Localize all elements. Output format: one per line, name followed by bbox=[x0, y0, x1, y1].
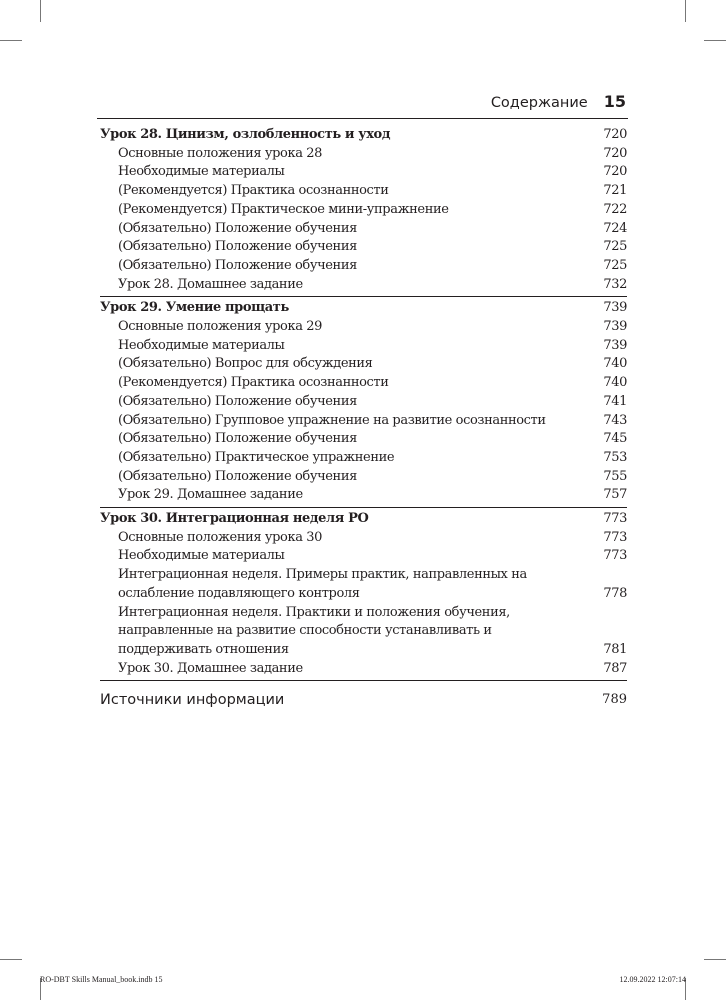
toc-entry-title: (Обязательно) Положение обучения bbox=[118, 393, 357, 409]
toc-entry[interactable] bbox=[100, 318, 627, 337]
toc-entry-page: 789 bbox=[602, 692, 627, 708]
toc-entry-title: (Рекомендуется) Практика осознанности bbox=[118, 375, 389, 391]
toc-entry-page: 773 bbox=[603, 529, 627, 545]
toc-lesson-28 bbox=[100, 124, 627, 296]
toc-entry-page: 724 bbox=[603, 220, 627, 236]
toc-entry-title: Урок 29. Умение прощать bbox=[100, 300, 289, 316]
toc-entry-title: (Обязательно) Положение обучения bbox=[118, 220, 357, 236]
toc-entry-page: 787 bbox=[603, 660, 627, 676]
toc-entry-title: Урок 30. Интеграционная неделя РО bbox=[100, 511, 369, 527]
toc-entry-title: (Рекомендуется) Практическое мини-упражнение bbox=[118, 201, 449, 217]
toc-entry-page: 732 bbox=[603, 276, 627, 292]
toc-entry-page: 739 bbox=[603, 337, 627, 353]
toc-entry[interactable] bbox=[100, 393, 627, 412]
toc-entry-page: 757 bbox=[603, 487, 627, 503]
toc-entry-title: (Обязательно) Положение обучения bbox=[118, 431, 357, 447]
toc-entry-title: Урок 30. Домашнее задание bbox=[118, 660, 303, 676]
toc-entry-page: 740 bbox=[603, 356, 627, 372]
toc-entry-title: Основные положения урока 28 bbox=[118, 145, 323, 161]
running-head-title: Содержание bbox=[490, 95, 588, 111]
toc-entry-title: Необходимые материалы bbox=[118, 337, 285, 353]
toc-entry[interactable] bbox=[100, 145, 627, 164]
toc-entry-title: Урок 28. Домашнее задание bbox=[118, 276, 303, 292]
page-number: 15 bbox=[603, 92, 626, 111]
toc-entry-page: 720 bbox=[603, 164, 627, 180]
toc-entry-page: 740 bbox=[603, 375, 627, 391]
toc-entry[interactable] bbox=[100, 566, 627, 603]
toc-entry[interactable] bbox=[100, 257, 627, 276]
crop-mark bbox=[40, 0, 41, 22]
toc-entry-title: Основные положения урока 29 bbox=[118, 319, 323, 335]
toc-entry-page: 725 bbox=[603, 257, 627, 273]
toc-entry-page: 743 bbox=[603, 412, 627, 428]
running-head bbox=[491, 92, 626, 111]
toc-entry[interactable] bbox=[100, 299, 627, 318]
toc-entry[interactable] bbox=[100, 529, 627, 548]
crop-mark bbox=[704, 959, 726, 960]
toc-entry-page: 773 bbox=[603, 511, 627, 527]
toc-entry[interactable] bbox=[100, 468, 627, 487]
toc-entry-page: 725 bbox=[603, 239, 627, 255]
toc-lesson-29 bbox=[100, 296, 627, 507]
header-rule bbox=[97, 118, 628, 119]
toc-entry-title: Урок 28. Цинизм, озлобленность и уход bbox=[100, 127, 391, 142]
toc-entry-page: 778 bbox=[603, 585, 627, 601]
toc-entry-page: 720 bbox=[603, 127, 627, 142]
toc-entry-title: (Обязательно) Групповое упражнение на развитие осознанности bbox=[118, 412, 546, 428]
toc-entry-title: (Обязательно) Положение обучения bbox=[118, 239, 357, 255]
toc-entry[interactable] bbox=[100, 126, 627, 145]
toc-entry[interactable] bbox=[100, 355, 627, 374]
toc-entry[interactable] bbox=[100, 238, 627, 257]
toc-entry-page: 720 bbox=[603, 145, 627, 161]
toc-entry[interactable] bbox=[100, 201, 627, 220]
toc-entry-title: Основные положения урока 30 bbox=[118, 529, 323, 545]
toc-entry-sources[interactable] bbox=[100, 689, 627, 711]
toc-entry-title: Урок 29. Домашнее задание bbox=[118, 487, 303, 503]
toc-entry[interactable] bbox=[100, 430, 627, 449]
print-footer bbox=[40, 975, 686, 984]
toc-entry[interactable] bbox=[100, 220, 627, 239]
toc-entry-page: 721 bbox=[603, 183, 627, 199]
table-of-contents bbox=[100, 124, 627, 713]
toc-entry[interactable] bbox=[100, 276, 627, 295]
toc-entry[interactable] bbox=[100, 486, 627, 505]
toc-entry-page: 722 bbox=[603, 201, 627, 217]
toc-entry-page: 753 bbox=[603, 449, 627, 465]
toc-entry[interactable] bbox=[100, 412, 627, 431]
crop-mark bbox=[0, 40, 22, 41]
toc-entry[interactable] bbox=[100, 604, 627, 660]
footer-timestamp: 12.09.2022 12:07:14 bbox=[619, 975, 686, 984]
toc-entry-page: 741 bbox=[603, 393, 627, 409]
toc-entry[interactable] bbox=[100, 660, 627, 679]
toc-entry[interactable] bbox=[100, 374, 627, 393]
toc-entry[interactable] bbox=[100, 182, 627, 201]
toc-entry-page: 755 bbox=[603, 468, 627, 484]
toc-lesson-30 bbox=[100, 507, 627, 680]
toc-entry-title: (Обязательно) Практическое упражнение bbox=[118, 449, 395, 465]
toc-entry[interactable] bbox=[100, 510, 627, 529]
toc-entry-title: Источники информации bbox=[100, 692, 285, 709]
footer-filename: RO-DBT Skills Manual_book.indb 15 bbox=[40, 975, 163, 984]
toc-sources bbox=[100, 680, 627, 713]
toc-entry-title: Необходимые материалы bbox=[118, 164, 285, 180]
toc-entry-title: (Обязательно) Положение обучения bbox=[118, 257, 357, 273]
toc-entry-page: 781 bbox=[603, 641, 627, 657]
toc-entry-title: (Рекомендуется) Практика осознанности bbox=[118, 183, 389, 199]
toc-entry-title: Интеграционная неделя. Практики и положения обучения, направленные на развитие способности устанавливать и поддерживать отношения bbox=[118, 604, 510, 657]
crop-mark bbox=[704, 40, 726, 41]
toc-entry-title: Интеграционная неделя. Примеры практик, направленных на ослабление подавляющего контроля bbox=[118, 567, 527, 601]
crop-mark bbox=[0, 959, 22, 960]
toc-entry-page: 739 bbox=[603, 319, 627, 335]
toc-entry-page: 745 bbox=[603, 431, 627, 447]
toc-entry-page: 773 bbox=[603, 548, 627, 564]
toc-entry[interactable] bbox=[100, 337, 627, 356]
toc-entry-title: (Обязательно) Положение обучения bbox=[118, 468, 357, 484]
toc-entry-page: 739 bbox=[603, 300, 627, 316]
toc-entry[interactable] bbox=[100, 163, 627, 182]
toc-entry[interactable] bbox=[100, 547, 627, 566]
toc-entry-title: (Обязательно) Вопрос для обсуждения bbox=[118, 356, 373, 372]
crop-mark bbox=[685, 0, 686, 22]
toc-entry-title: Необходимые материалы bbox=[118, 548, 285, 564]
toc-entry[interactable] bbox=[100, 449, 627, 468]
